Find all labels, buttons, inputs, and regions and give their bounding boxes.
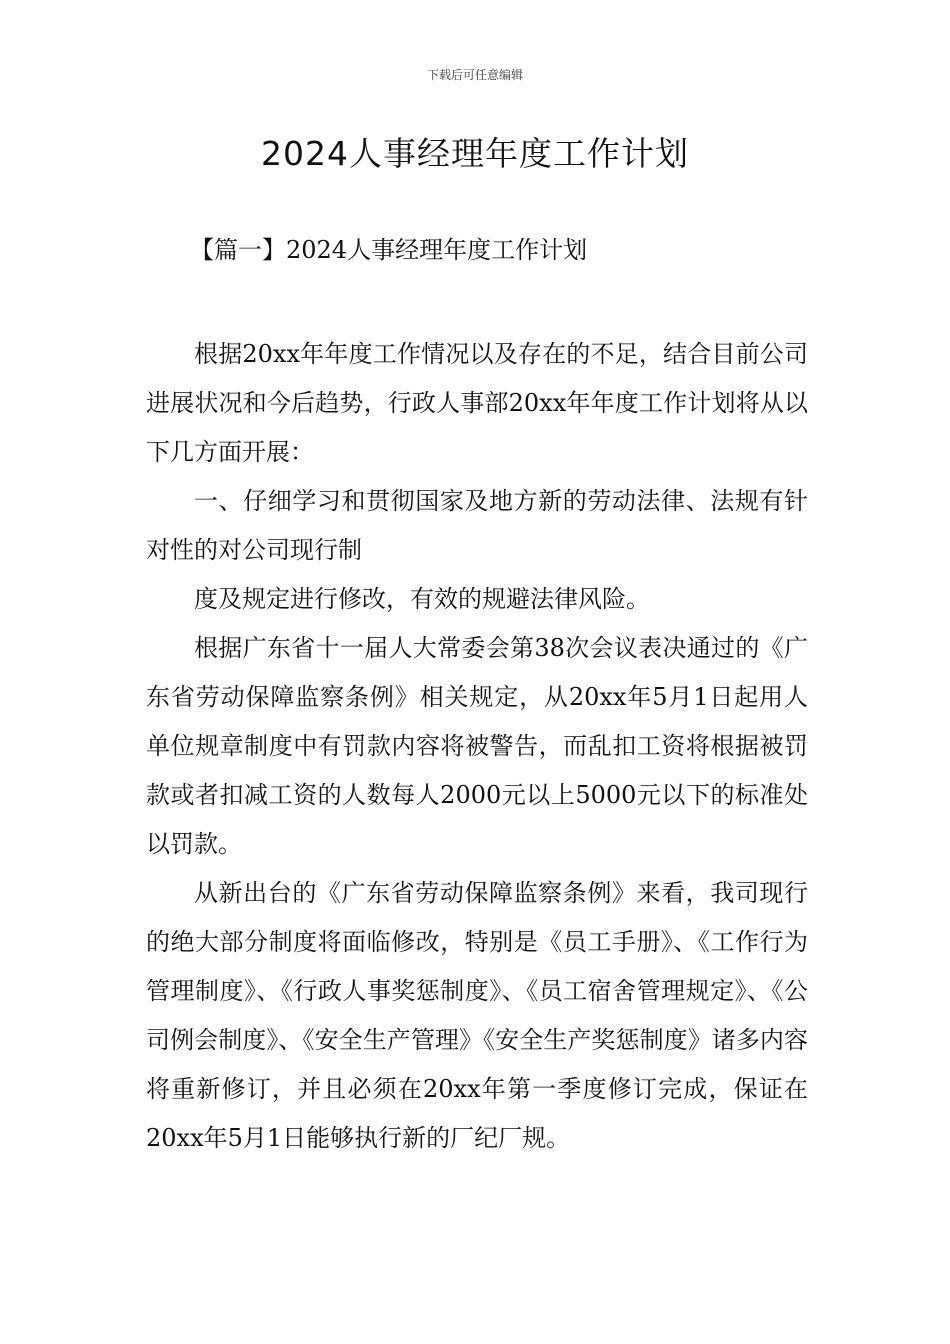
paragraph-revision: 从新出台的《广东省劳动保障监察条例》来看，我司现行的绝大部分制度将面临修改，特别是《员工手册》、《工作行为管理制度》、《行政人事奖惩制度》、《员工宿舍管理规定》、《公司例会制度》、《安全生产管理》《安全生产奖惩制度》诸多内容将重新修订，并且必须在20xx年第一季度修订完成，保证在20xx年5月1日能够执行新的厂纪厂规。	[146, 879, 808, 1152]
paragraph-regulation: 根据广东省十一届人大常委会第38次会议表决通过的《广东省劳动保障监察条例》相关规定，从20xx年5月1日起用人单位规章制度中有罚款内容将被警告，而乱扣工资将根据被罚款或者扣减工资的人数每人2000元以上5000元以下的标准处以罚款。	[146, 634, 808, 858]
paragraph-intro: 根据20xx年年度工作情况以及存在的不足，结合目前公司进展状况和今后趋势，行政人事部20xx年年度工作计划将从以下几方面开展：	[146, 340, 808, 466]
document-title: 2024人事经理年度工作计划	[261, 134, 689, 173]
paragraph-item-one: 一、仔细学习和贯彻国家及地方新的劳动法律、法规有针对性的对公司现行制	[146, 487, 808, 564]
header-note: 下载后可任意编辑	[426, 68, 523, 82]
section-heading: 【篇一】2024人事经理年度工作计划	[190, 236, 588, 264]
paragraph-item-one-continued: 度及规定进行修改，有效的规避法律风险。	[194, 585, 650, 613]
document-body	[146, 330, 808, 1163]
